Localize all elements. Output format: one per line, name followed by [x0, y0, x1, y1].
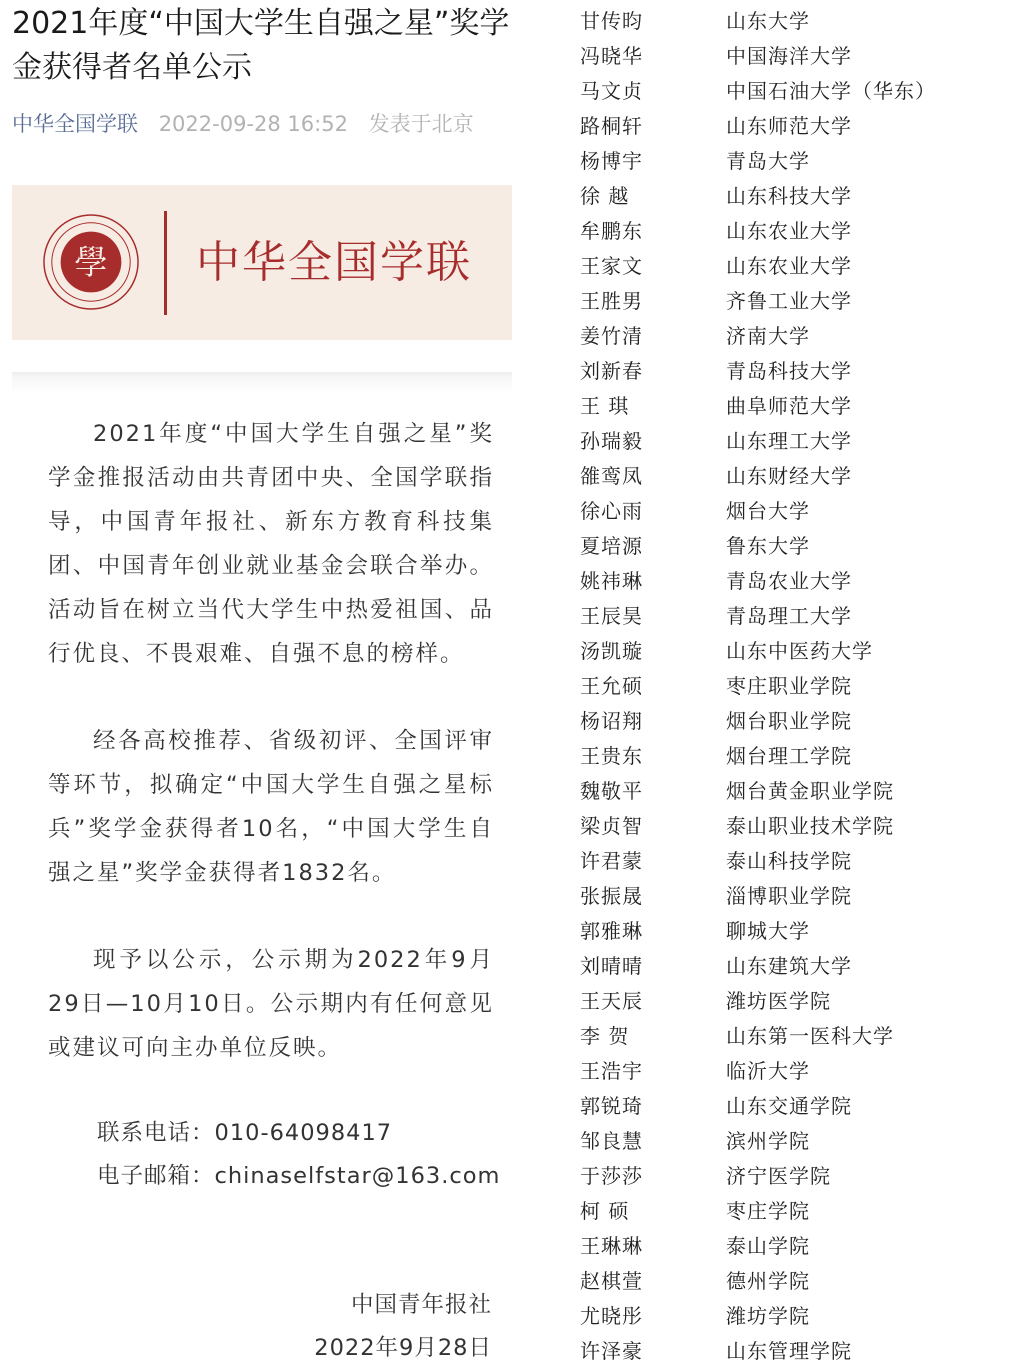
winner-name: 张振晟: [580, 884, 643, 908]
winner-school: 潍坊学院: [726, 1304, 810, 1328]
winner-name: 王胜男: [580, 289, 643, 313]
winner-row: [580, 354, 1020, 389]
signature-org: 中国青年报社: [350, 1292, 492, 1318]
winner-name: 夏培源: [580, 534, 643, 558]
winner-row: [580, 1054, 1020, 1089]
winner-school: 枣庄职业学院: [726, 674, 852, 698]
winner-name: 梁贞智: [580, 814, 643, 838]
contact-email: 电子邮箱：chinaselfstar@163.com: [97, 1163, 501, 1189]
winner-school: 泰山学院: [726, 1234, 810, 1258]
winner-name: 于莎莎: [580, 1164, 643, 1188]
winner-row: [580, 1299, 1020, 1334]
winner-name: 郭锐琦: [580, 1094, 643, 1118]
winner-name: 孙瑞毅: [580, 429, 643, 453]
winner-row: [580, 214, 1020, 249]
winner-name: 郭雅琳: [580, 919, 643, 943]
winner-school: 山东财经大学: [726, 464, 852, 488]
winner-row: [580, 4, 1020, 39]
winner-name: 牟鹏东: [580, 219, 643, 243]
winner-row: [580, 529, 1020, 564]
contact-info: [97, 1112, 500, 1198]
winner-row: [580, 39, 1020, 74]
winner-school: 中国海洋大学: [726, 44, 852, 68]
winner-row: [580, 179, 1020, 214]
winner-row: [580, 1194, 1020, 1229]
svg-text:學: 學: [74, 242, 108, 282]
header-banner: [12, 185, 512, 340]
winner-row: [580, 879, 1020, 914]
winner-row: [580, 494, 1020, 529]
winner-school: 鲁东大学: [726, 534, 810, 558]
winner-name: 汤凯璇: [580, 639, 643, 663]
winner-name: 刘新春: [580, 359, 643, 383]
winner-name: 王 琪: [580, 394, 630, 418]
winner-school: 枣庄学院: [726, 1199, 810, 1223]
winner-school: 曲阜师范大学: [726, 394, 852, 418]
winner-name: 冯晓华: [580, 44, 643, 68]
winner-row: [580, 949, 1020, 984]
winner-name: 雒鸾凤: [580, 464, 643, 488]
winner-row: [580, 424, 1020, 459]
publish-location: 发表于北京: [368, 112, 474, 136]
winner-name: 尤晓彤: [580, 1304, 643, 1328]
winner-row: [580, 319, 1020, 354]
winner-school: 烟台理工学院: [726, 744, 852, 768]
winner-row: [580, 1264, 1020, 1299]
winner-school: 德州学院: [726, 1269, 810, 1293]
winner-school: 山东农业大学: [726, 219, 852, 243]
winner-row: [580, 109, 1020, 144]
winner-school: 齐鲁工业大学: [726, 289, 852, 313]
winner-school: 烟台职业学院: [726, 709, 852, 733]
publish-time: 2022-09-28 16:52: [158, 112, 348, 136]
article-title: 2021年度“中国大学生自强之星”奖学金获得者名单公示: [12, 6, 510, 85]
paragraph-notice: 现予以公示，公示期为2022年9月29日—10月10日。公示期内有任何意见或建议可向主办单位反映。: [48, 947, 494, 1061]
winner-school: 青岛理工大学: [726, 604, 852, 628]
winner-name: 柯 硕: [580, 1199, 630, 1223]
winner-name: 邹良慧: [580, 1129, 643, 1153]
winner-school: 济南大学: [726, 324, 810, 348]
winner-name: 王琳琳: [580, 1234, 643, 1258]
winner-school: 青岛科技大学: [726, 359, 852, 383]
winner-school: 临沂大学: [726, 1059, 810, 1083]
winner-row: [580, 249, 1020, 284]
winner-list: [580, 4, 1020, 1369]
winner-school: 山东第一医科大学: [726, 1024, 894, 1048]
winner-name: 李 贺: [580, 1024, 630, 1048]
winner-row: [580, 459, 1020, 494]
winner-name: 杨博宇: [580, 149, 643, 173]
account-link[interactable]: 中华全国学联: [12, 112, 138, 136]
winner-name: 王天辰: [580, 989, 643, 1013]
winner-row: [580, 914, 1020, 949]
winner-school: 泰山职业技术学院: [726, 814, 894, 838]
winner-school: 山东建筑大学: [726, 954, 852, 978]
signature: [314, 1284, 492, 1370]
banner-org-name: 中华全国学联: [196, 237, 472, 288]
winner-name: 姜竹清: [580, 324, 643, 348]
winner-school: 泰山科技学院: [726, 849, 852, 873]
winner-name: 王浩宇: [580, 1059, 643, 1083]
banner-divider: [164, 211, 167, 315]
article-body: [48, 412, 494, 1113]
winner-row: [580, 599, 1020, 634]
signature-date: 2022年9月28日: [314, 1335, 492, 1361]
winner-name: 王辰昊: [580, 604, 643, 628]
winner-row: [580, 144, 1020, 179]
winner-row: [580, 704, 1020, 739]
winner-name: 杨诏翔: [580, 709, 643, 733]
winner-name: 许君蒙: [580, 849, 643, 873]
winner-school: 中国石油大学（华东）: [726, 79, 936, 103]
winner-name: 路桐轩: [580, 114, 643, 138]
paragraph-selection: 经各高校推荐、省级初评、全国评审等环节，拟确定“中国大学生自强之星标兵”奖学金获得者10名，“中国大学生自强之星”奖学金获得者1832名。: [48, 728, 494, 886]
winner-row: [580, 1124, 1020, 1159]
winner-name: 赵棋萱: [580, 1269, 643, 1293]
winner-row: [580, 774, 1020, 809]
article-meta: [12, 106, 474, 142]
winner-school: 滨州学院: [726, 1129, 810, 1153]
winner-school: 山东管理学院: [726, 1339, 852, 1363]
winner-school: 青岛大学: [726, 149, 810, 173]
winner-school: 山东中医药大学: [726, 639, 873, 663]
winner-row: [580, 1229, 1020, 1264]
contact-phone: 联系电话：010-64098417: [97, 1120, 393, 1146]
winner-name: 魏敬平: [580, 779, 643, 803]
winner-row: [580, 564, 1020, 599]
winner-row: [580, 1019, 1020, 1054]
winner-school: 聊城大学: [726, 919, 810, 943]
winner-row: [580, 739, 1020, 774]
paragraph-intro: 2021年度“中国大学生自强之星”奖学金推报活动由共青团中央、全国学联指导，中国青年报社、新东方教育科技集团、中国青年创业就业基金会联合举办。活动旨在树立当代大学生中热爱祖国、品行优良、不畏艰难、自强不息的榜样。: [48, 421, 494, 667]
winner-school: 山东大学: [726, 9, 810, 33]
winner-school: 烟台黄金职业学院: [726, 779, 894, 803]
winner-row: [580, 74, 1020, 109]
winner-name: 王家文: [580, 254, 643, 278]
winner-school: 山东交通学院: [726, 1094, 852, 1118]
winner-school: 山东师范大学: [726, 114, 852, 138]
winner-row: [580, 669, 1020, 704]
winner-school: 山东农业大学: [726, 254, 852, 278]
winner-row: [580, 284, 1020, 319]
winner-row: [580, 984, 1020, 1019]
winner-name: 王贵东: [580, 744, 643, 768]
winner-row: [580, 844, 1020, 879]
winner-row: [580, 1334, 1020, 1369]
winner-row: [580, 634, 1020, 669]
winner-name: 许泽豪: [580, 1339, 643, 1363]
winner-row: [580, 1159, 1020, 1194]
winner-row: [580, 1089, 1020, 1124]
winner-name: 刘晴晴: [580, 954, 643, 978]
winner-school: 济宁医学院: [726, 1164, 831, 1188]
winner-row: [580, 809, 1020, 844]
winner-school: 山东理工大学: [726, 429, 852, 453]
winner-school: 山东科技大学: [726, 184, 852, 208]
winner-school: 烟台大学: [726, 499, 810, 523]
winner-school: 潍坊医学院: [726, 989, 831, 1013]
winner-name: 王允硕: [580, 674, 643, 698]
winner-name: 徐心雨: [580, 499, 643, 523]
winner-name: 姚祎琳: [580, 569, 643, 593]
winner-row: [580, 389, 1020, 424]
winner-school: 青岛农业大学: [726, 569, 852, 593]
winner-school: 淄博职业学院: [726, 884, 852, 908]
winner-name: 甘传昀: [580, 9, 643, 33]
seal-logo-icon: [42, 213, 140, 311]
winner-name: 马文贞: [580, 79, 643, 103]
winner-name: 徐 越: [580, 184, 630, 208]
